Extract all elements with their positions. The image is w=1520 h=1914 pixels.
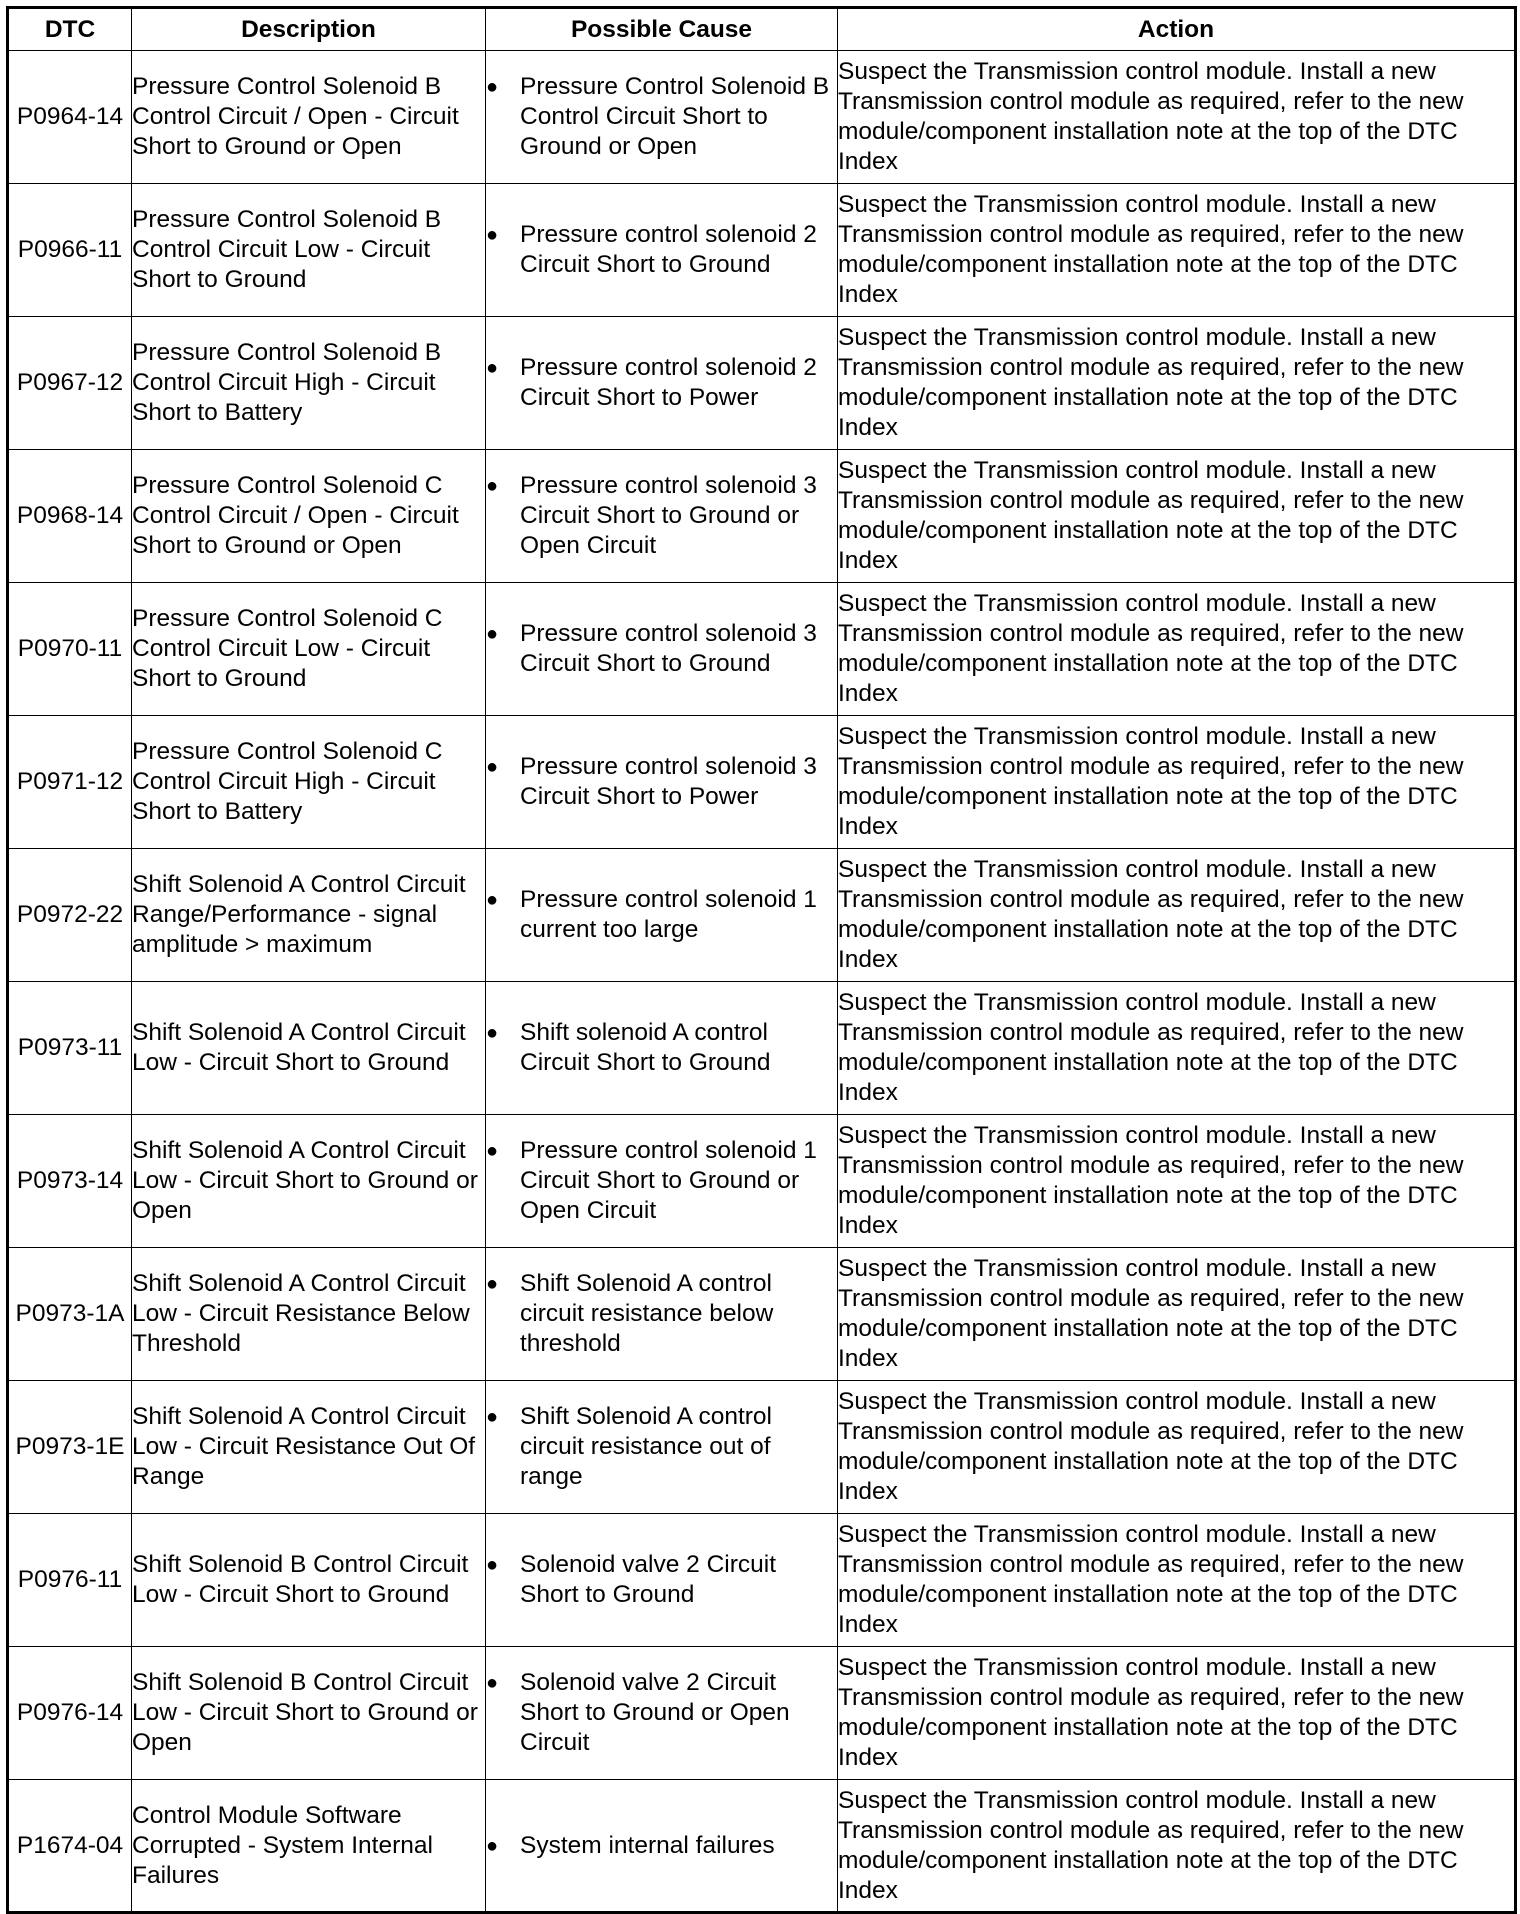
dtc-description: Control Module Software Corrupted - System Internal Failures (132, 1780, 486, 1913)
possible-cause-text: Pressure control solenoid 3 Circuit Short to Ground or Open Circuit (520, 472, 817, 559)
dtc-code: P1674-04 (8, 1780, 132, 1913)
table-row (8, 1381, 1516, 1514)
possible-cause-text: Pressure control solenoid 1 Circuit Short to Ground or Open Circuit (520, 1137, 817, 1224)
possible-cause-text: System internal failures (520, 1831, 775, 1859)
possible-cause-cell (486, 849, 838, 982)
possible-cause-text: Solenoid valve 2 Circuit Short to Ground or Open Circuit (520, 1669, 790, 1756)
header-action: Action (838, 8, 1516, 51)
possible-cause-text: Shift Solenoid A control circuit resistance below threshold (520, 1270, 774, 1357)
possible-cause-item (486, 1269, 837, 1359)
dtc-description: Shift Solenoid A Control Circuit Low - Circuit Resistance Out Of Range (132, 1381, 486, 1514)
possible-cause-text: Pressure control solenoid 1 current too large (520, 886, 817, 943)
possible-cause-cell (486, 1248, 838, 1381)
possible-cause-text: Pressure control solenoid 2 Circuit Short to Power (520, 354, 817, 411)
possible-cause-item (486, 1018, 837, 1078)
header-dtc: DTC (8, 8, 132, 51)
possible-cause-item (486, 1831, 837, 1861)
table-row (8, 583, 1516, 716)
dtc-description: Shift Solenoid A Control Circuit Range/Performance - signal amplitude > maximum (132, 849, 486, 982)
dtc-action: Suspect the Transmission control module. Install a new Transmission control module as required, refer to the new module/component installation note at the top of the DTC Index (838, 716, 1516, 849)
dtc-action: Suspect the Transmission control module. Install a new Transmission control module as required, refer to the new module/component installation note at the top of the DTC Index (838, 849, 1516, 982)
possible-cause-text: Pressure control solenoid 2 Circuit Short to Ground (520, 221, 817, 278)
dtc-code: P0976-14 (8, 1647, 132, 1780)
dtc-action: Suspect the Transmission control module. Install a new Transmission control module as required, refer to the new module/component installation note at the top of the DTC Index (838, 982, 1516, 1115)
dtc-document (6, 6, 1514, 1914)
dtc-action: Suspect the Transmission control module. Install a new Transmission control module as required, refer to the new module/component installation note at the top of the DTC Index (838, 317, 1516, 450)
table-row (8, 982, 1516, 1115)
dtc-description: Shift Solenoid A Control Circuit Low - Circuit Short to Ground (132, 982, 486, 1115)
dtc-description: Shift Solenoid B Control Circuit Low - Circuit Short to Ground (132, 1514, 486, 1647)
possible-cause-cell (486, 1780, 838, 1913)
possible-cause-cell (486, 982, 838, 1115)
possible-cause-text: Pressure control solenoid 3 Circuit Short to Ground (520, 620, 817, 677)
bullet-icon: ● (486, 1554, 499, 1576)
dtc-action: Suspect the Transmission control module. Install a new Transmission control module as required, refer to the new module/component installation note at the top of the DTC Index (838, 1647, 1516, 1780)
table-body (8, 51, 1516, 1913)
table-row (8, 51, 1516, 184)
bullet-icon: ● (486, 1273, 499, 1295)
dtc-action: Suspect the Transmission control module. Install a new Transmission control module as required, refer to the new module/component installation note at the top of the DTC Index (838, 1780, 1516, 1913)
possible-cause-cell (486, 1381, 838, 1514)
bullet-icon: ● (486, 224, 499, 246)
dtc-description: Pressure Control Solenoid C Control Circuit High - Circuit Short to Battery (132, 716, 486, 849)
dtc-code: P0968-14 (8, 450, 132, 583)
dtc-code: P0967-12 (8, 317, 132, 450)
possible-cause-item (486, 752, 837, 812)
dtc-description: Shift Solenoid A Control Circuit Low - Circuit Short to Ground or Open (132, 1115, 486, 1248)
dtc-description: Pressure Control Solenoid B Control Circuit / Open - Circuit Short to Ground or Open (132, 51, 486, 184)
dtc-description: Shift Solenoid A Control Circuit Low - Circuit Resistance Below Threshold (132, 1248, 486, 1381)
possible-cause-text: Solenoid valve 2 Circuit Short to Ground (520, 1551, 777, 1608)
possible-cause-item (486, 885, 837, 945)
bullet-icon: ● (486, 889, 499, 911)
dtc-action: Suspect the Transmission control module. Install a new Transmission control module as required, refer to the new module/component installation note at the top of the DTC Index (838, 51, 1516, 184)
dtc-code: P0972-22 (8, 849, 132, 982)
bullet-icon: ● (486, 623, 499, 645)
header-possible-cause: Possible Cause (486, 8, 838, 51)
dtc-action: Suspect the Transmission control module. Install a new Transmission control module as required, refer to the new module/component installation note at the top of the DTC Index (838, 1115, 1516, 1248)
possible-cause-text: Pressure control solenoid 3 Circuit Short to Power (520, 753, 817, 810)
possible-cause-item (486, 1550, 837, 1610)
dtc-code: P0973-1E (8, 1381, 132, 1514)
bullet-icon: ● (486, 1406, 499, 1428)
possible-cause-item (486, 471, 837, 561)
possible-cause-cell (486, 1647, 838, 1780)
bullet-icon: ● (486, 1672, 499, 1694)
possible-cause-item (486, 1136, 837, 1226)
bullet-icon: ● (486, 756, 499, 778)
dtc-code: P0973-1A (8, 1248, 132, 1381)
possible-cause-text: Pressure Control Solenoid B Control Circuit Short to Ground or Open (520, 73, 830, 160)
table-row (8, 450, 1516, 583)
possible-cause-text: Shift Solenoid A control circuit resistance out of range (520, 1403, 772, 1490)
table-row (8, 184, 1516, 317)
dtc-action: Suspect the Transmission control module. Install a new Transmission control module as required, refer to the new module/component installation note at the top of the DTC Index (838, 1381, 1516, 1514)
dtc-code: P0970-11 (8, 583, 132, 716)
possible-cause-item (486, 1668, 837, 1758)
possible-cause-cell (486, 317, 838, 450)
dtc-code: P0964-14 (8, 51, 132, 184)
dtc-description: Pressure Control Solenoid B Control Circuit Low - Circuit Short to Ground (132, 184, 486, 317)
table-row (8, 716, 1516, 849)
table-row (8, 1780, 1516, 1913)
table-row (8, 1115, 1516, 1248)
bullet-icon: ● (486, 76, 499, 98)
table-row (8, 1514, 1516, 1647)
possible-cause-cell (486, 583, 838, 716)
bullet-icon: ● (486, 357, 499, 379)
dtc-code: P0973-11 (8, 982, 132, 1115)
dtc-code: P0976-11 (8, 1514, 132, 1647)
possible-cause-item (486, 1402, 837, 1492)
header-row (8, 8, 1516, 51)
possible-cause-cell (486, 716, 838, 849)
possible-cause-item (486, 220, 837, 280)
dtc-action: Suspect the Transmission control module. Install a new Transmission control module as required, refer to the new module/component installation note at the top of the DTC Index (838, 1248, 1516, 1381)
dtc-description: Shift Solenoid B Control Circuit Low - Circuit Short to Ground or Open (132, 1647, 486, 1780)
table-row (8, 1248, 1516, 1381)
possible-cause-cell (486, 184, 838, 317)
dtc-action: Suspect the Transmission control module. Install a new Transmission control module as required, refer to the new module/component installation note at the top of the DTC Index (838, 583, 1516, 716)
dtc-table (6, 6, 1517, 1914)
possible-cause-item (486, 619, 837, 679)
bullet-icon: ● (486, 1834, 499, 1857)
dtc-description: Pressure Control Solenoid B Control Circuit High - Circuit Short to Battery (132, 317, 486, 450)
possible-cause-cell (486, 1514, 838, 1647)
bullet-icon: ● (486, 1022, 499, 1044)
possible-cause-item (486, 72, 837, 162)
possible-cause-text: Shift solenoid A control Circuit Short to Ground (520, 1019, 771, 1076)
table-row (8, 1647, 1516, 1780)
bullet-icon: ● (486, 1140, 499, 1162)
possible-cause-cell (486, 1115, 838, 1248)
header-description: Description (132, 8, 486, 51)
possible-cause-cell (486, 450, 838, 583)
dtc-action: Suspect the Transmission control module. Install a new Transmission control module as required, refer to the new module/component installation note at the top of the DTC Index (838, 184, 1516, 317)
dtc-code: P0971-12 (8, 716, 132, 849)
bullet-icon: ● (486, 475, 499, 497)
possible-cause-item (486, 353, 837, 413)
dtc-action: Suspect the Transmission control module. Install a new Transmission control module as required, refer to the new module/component installation note at the top of the DTC Index (838, 1514, 1516, 1647)
table-row (8, 849, 1516, 982)
table-row (8, 317, 1516, 450)
dtc-description: Pressure Control Solenoid C Control Circuit / Open - Circuit Short to Ground or Open (132, 450, 486, 583)
dtc-action: Suspect the Transmission control module. Install a new Transmission control module as required, refer to the new module/component installation note at the top of the DTC Index (838, 450, 1516, 583)
possible-cause-cell (486, 51, 838, 184)
dtc-code: P0973-14 (8, 1115, 132, 1248)
dtc-code: P0966-11 (8, 184, 132, 317)
dtc-description: Pressure Control Solenoid C Control Circuit Low - Circuit Short to Ground (132, 583, 486, 716)
